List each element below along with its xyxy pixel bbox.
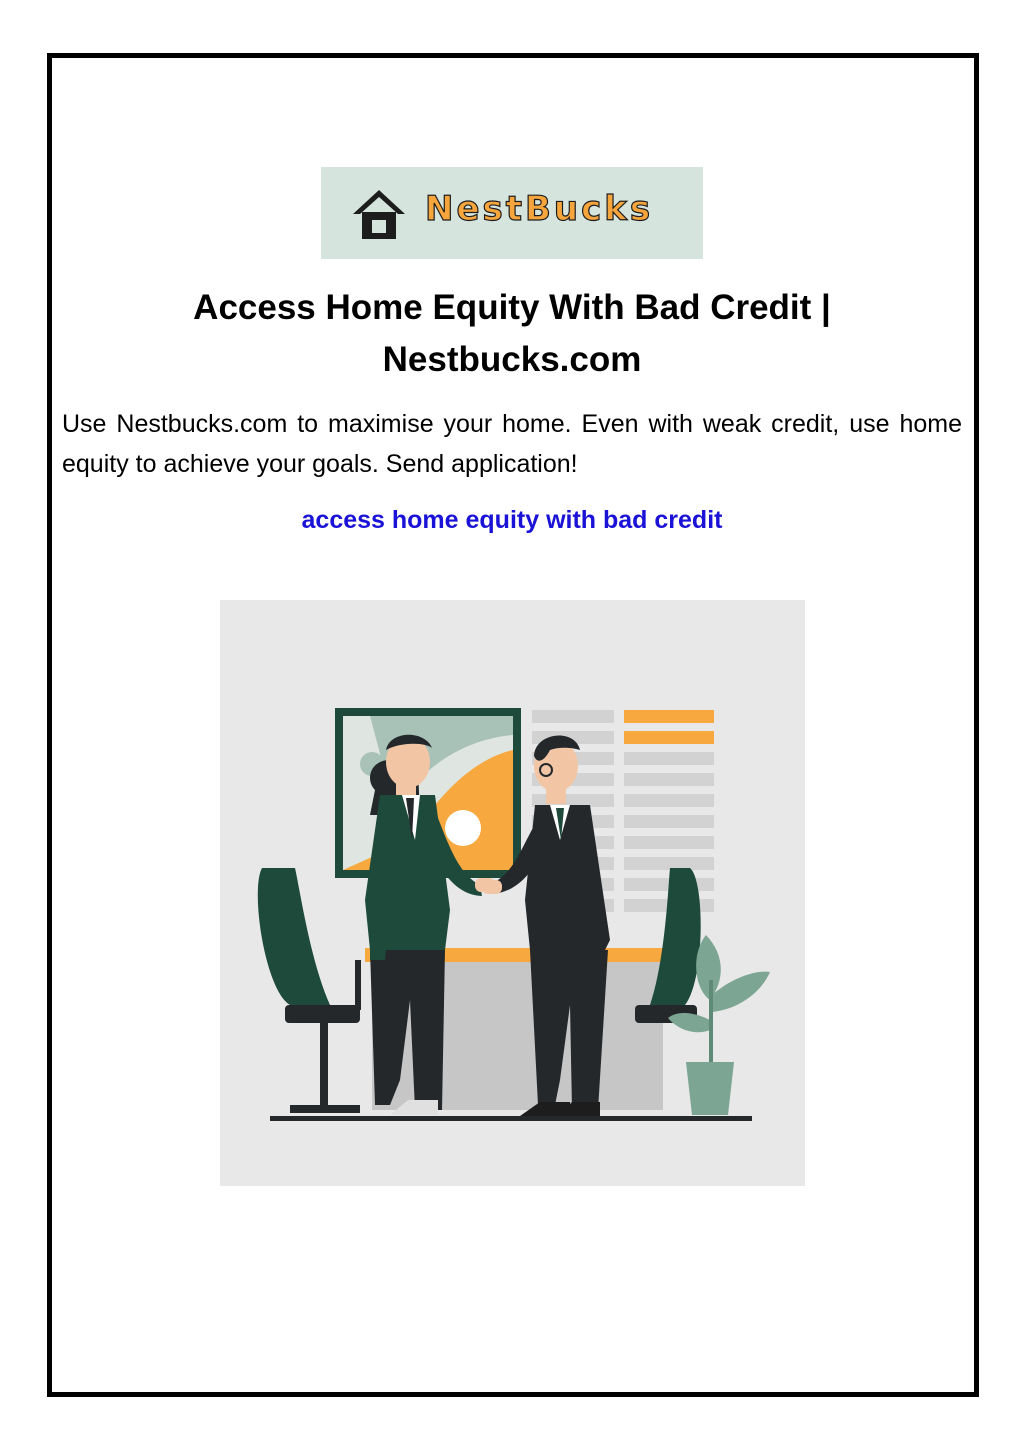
- house-icon: [351, 187, 407, 241]
- brand-logo: [321, 167, 703, 259]
- description-paragraph: Use Nestbucks.com to maximise your home. Even with weak credit, use home equity to achieve your goals. Send application!: [62, 410, 962, 478]
- brand-name: NestBucks: [425, 189, 654, 229]
- floor-line: [270, 1116, 752, 1121]
- cta-link[interactable]: access home equity with bad credit: [301, 506, 723, 534]
- handshake-illustration: [220, 600, 805, 1186]
- page-title: Access Home Equity With Bad Credit | Nestbucks.com: [193, 288, 831, 379]
- left-chair: [258, 868, 361, 1113]
- illustration-canvas: [220, 600, 805, 1186]
